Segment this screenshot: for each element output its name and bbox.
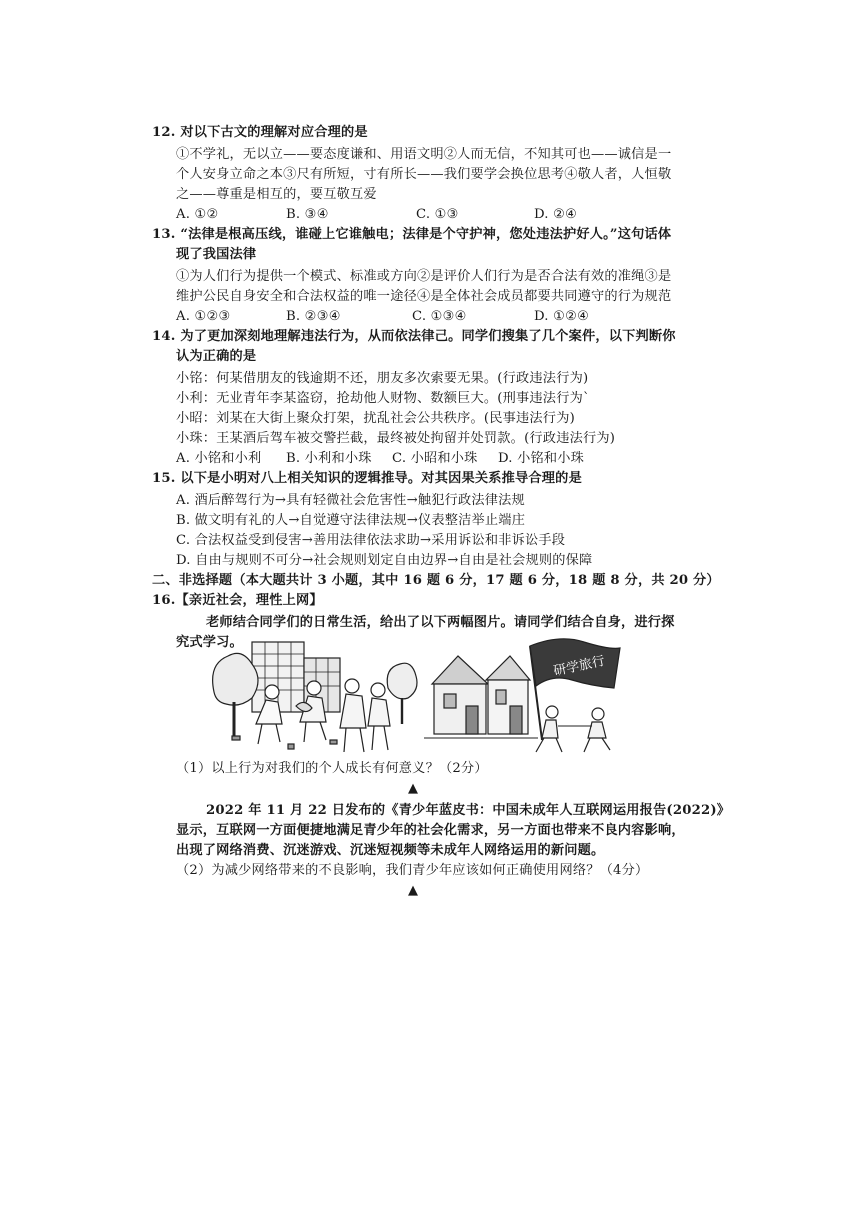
- q14-case-2: 小利：无业青年李某盗窃，抢劫他人财物、数额巨大。(刑事违法行为`: [176, 391, 590, 406]
- q13-body-line-2: 维护公民自身安全和合法权益的唯一途径④是全体社会成员都要共同遵守的行为规范: [176, 289, 672, 304]
- q12-option-d: D. ②④: [534, 207, 578, 222]
- q13-option-c: C. ①③④: [412, 309, 467, 324]
- answer-mark-1: ▲: [408, 781, 418, 796]
- q14-case-4: 小珠：王某酒后驾车被交警拦截，最终被处拘留并处罚款。(行政违法行为): [176, 431, 616, 446]
- section-2-heading: 二、非选择题（本大题共计 3 小题，其中 16 题 6 分，17 题 6 分，18 题 8 分，共 20 分）: [152, 573, 720, 588]
- q14-option-c: C. 小昭和小珠: [392, 451, 478, 466]
- q12-option-c: C. ①③: [416, 207, 459, 222]
- q16-report-line-1: 2022 年 11 月 22 日发布的《青少年蓝皮书：中国未成年人互联网运用报告(2022)》: [206, 803, 731, 818]
- q16-report-line-2: 显示，互联网一方面便捷地满足青少年的社会化需求，另一方面也带来不良内容影响，: [176, 823, 685, 838]
- q15-option-b: B. 做文明有礼的人→自觉遵守法律法规→仪表整洁举止端庄: [176, 513, 526, 528]
- q13-option-d: D. ①②④: [534, 309, 590, 324]
- q15-stem: 15. 以下是小明对八上相关知识的逻辑推导。对其因果关系推导合理的是: [152, 471, 582, 486]
- q14-stem-line-1: 14. 为了更加深刻地理解违法行为，从而依法律己。同学们搜集了几个案件，以下判断你: [152, 329, 676, 344]
- q16-report-line-3: 出现了网络消费、沉迷游戏、沉迷短视频等未成年人网络运用的新问题。: [176, 843, 605, 858]
- q12-body-line-2: 个人安身立命之本③尺有所短，寸有所长——我们要学会换位思考④敬人者，人恒敬: [176, 167, 672, 182]
- q12-stem: 12. 对以下古文的理解对应合理的是: [152, 125, 368, 140]
- q16-title: 16.【亲近社会，理性上网】: [152, 593, 323, 608]
- q13-option-a: A. ①②③: [176, 309, 231, 324]
- q15-option-a: A. 酒后醉驾行为→具有轻微社会危害性→触犯行政法律法规: [176, 493, 525, 508]
- q14-option-b: B. 小利和小珠: [286, 451, 372, 466]
- q15-option-d: D. 自由与规则不可分→社会规则划定自由边界→自由是社会规则的保障: [176, 553, 593, 568]
- q16-intro-line-1: 老师结合同学们的日常生活，给出了以下两幅图片。请同学们结合自身，进行探: [206, 615, 675, 630]
- q13-stem-line-1: 13. “法律是根高压线，谁碰上它谁触电；法律是个守护神，您处违法护好人。”这句话体: [152, 227, 672, 242]
- answer-mark-2: ▲: [408, 883, 418, 898]
- flag-text: 研学旅行: [552, 652, 607, 679]
- q12-body-line-3: 之——尊重是相互的，要互敬互爱: [176, 187, 377, 202]
- q14-case-1: 小铭：何某借朋友的钱逾期不还，朋友多次索要无果。(行政违法行为): [176, 371, 589, 386]
- q12-option-a: A. ①②: [176, 207, 219, 222]
- q16-intro-line-2: 究式学习。: [176, 635, 243, 650]
- q16-sub-question-2: （2）为减少网络带来的不良影响，我们青少年应该如何正确使用网络？（4分）: [176, 863, 649, 878]
- q14-option-d: D. 小铭和小珠: [498, 451, 585, 466]
- q14-stem-line-2: 认为正确的是: [176, 349, 257, 364]
- q12-body-line-1: ①不学礼，无以立——要态度谦和、用语文明②人而无信，不知其可也——诚信是一: [176, 147, 672, 162]
- q16-illustration: [212, 628, 624, 760]
- q14-case-3: 小昭：刘某在大街上聚众打架，扰乱社会公共秩序。(民事违法行为): [176, 411, 575, 426]
- q13-body-line-1: ①为人们行为提供一个模式、标准或方向②是评价人们行为是否合法有效的准绳③是: [176, 269, 672, 284]
- q13-stem-line-2: 现了我国法律: [176, 247, 257, 262]
- q12-option-b: B. ③④: [286, 207, 329, 222]
- q15-option-c: C. 合法权益受到侵害→善用法律依法求助→采用诉讼和非诉讼手段: [176, 533, 566, 548]
- q14-option-a: A. 小铭和小利: [176, 451, 262, 466]
- q16-sub-question-1: （1）以上行为对我们的个人成长有何意义？（2分）: [176, 761, 488, 776]
- q13-option-b: B. ②③④: [286, 309, 341, 324]
